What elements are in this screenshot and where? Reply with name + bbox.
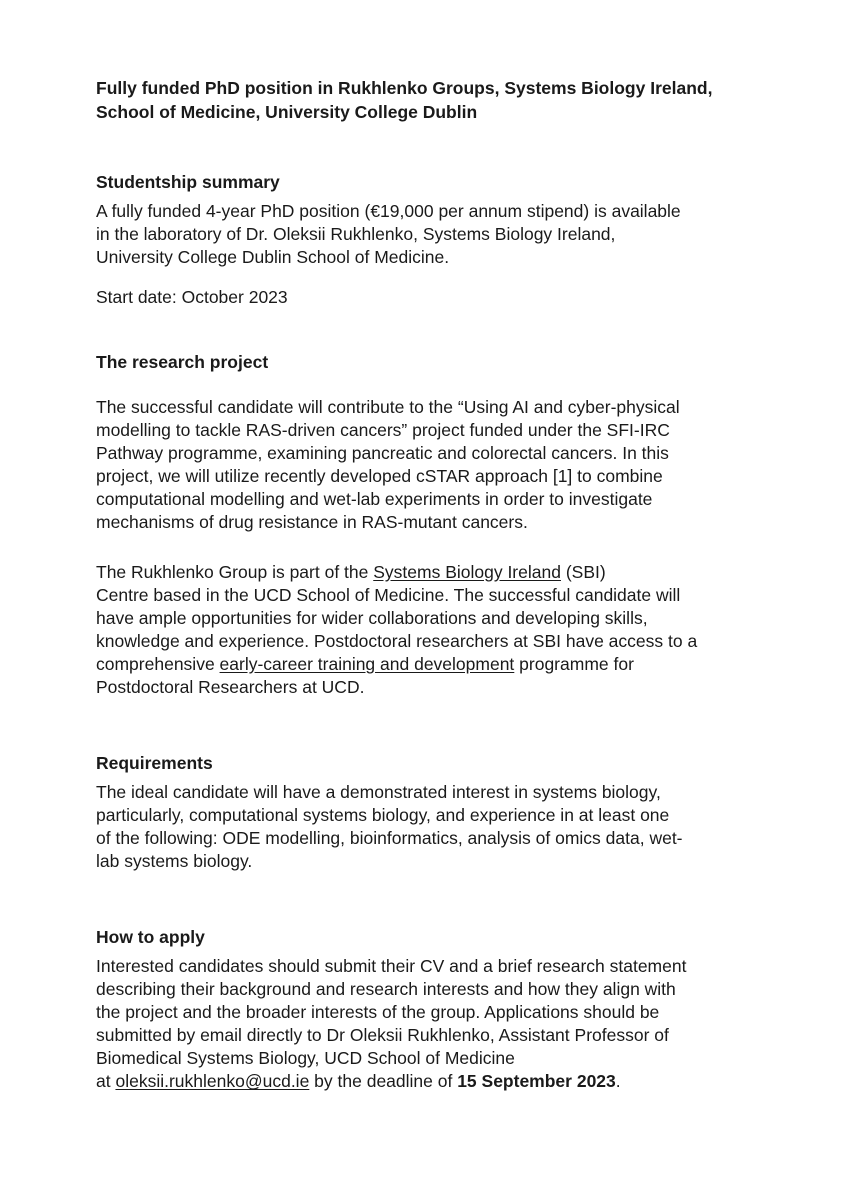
requirements-line-2: particularly, computational systems biology, and experience in at least one xyxy=(96,805,670,825)
research-line-4: project, we will utilize recently developed cSTAR approach [1] to combine xyxy=(96,466,663,486)
requirements-line-3: of the following: ODE modelling, bioinformatics, analysis of omics data, wet- xyxy=(96,828,683,848)
apply-section xyxy=(96,925,796,949)
group-line-1: The Rukhlenko Group is part of the Systems Biology Ireland (SBI) xyxy=(96,562,606,582)
research-section xyxy=(96,350,796,374)
requirements-section xyxy=(96,751,796,775)
research-paragraph-1 xyxy=(96,396,796,534)
document-title xyxy=(96,76,796,124)
requirements-text xyxy=(96,781,796,873)
research-line-6: mechanisms of drug resistance in RAS-mutant cancers. xyxy=(96,512,528,532)
requirements-line-4: lab systems biology. xyxy=(96,851,253,871)
research-paragraph-2 xyxy=(96,561,796,699)
deadline-date: 15 September 2023 xyxy=(457,1071,616,1091)
research-line-2: modelling to tackle RAS-driven cancers” project funded under the SFI-IRC xyxy=(96,420,670,440)
requirements-heading: Requirements xyxy=(96,753,213,773)
apply-line-3: the project and the broader interests of the group. Applications should be xyxy=(96,1002,660,1022)
apply-line-4: submitted by email directly to Dr Oleksii Rukhlenko, Assistant Professor of xyxy=(96,1025,669,1045)
group-line-5: comprehensive early-career training and development programme for xyxy=(96,654,634,674)
group-line-3: have ample opportunities for wider collaborations and developing skills, xyxy=(96,608,648,628)
start-date xyxy=(96,286,796,309)
apply-line-2: describing their background and research interests and how they align with xyxy=(96,979,676,999)
summary-text xyxy=(96,200,796,269)
summary-line-3: University College Dublin School of Medicine. xyxy=(96,247,450,267)
apply-text xyxy=(96,955,796,1093)
apply-line-6: at oleksii.rukhlenko@ucd.ie by the deadline of 15 September 2023. xyxy=(96,1071,621,1091)
email-link[interactable]: oleksii.rukhlenko@ucd.ie xyxy=(115,1071,310,1091)
apply-line-1: Interested candidates should submit their CV and a brief research statement xyxy=(96,956,687,976)
research-line-3: Pathway programme, examining pancreatic and colorectal cancers. In this xyxy=(96,443,669,463)
summary-section xyxy=(96,170,796,194)
research-line-5: computational modelling and wet-lab experiments in order to investigate xyxy=(96,489,653,509)
summary-line-2: in the laboratory of Dr. Oleksii Rukhlenko, Systems Biology Ireland, xyxy=(96,224,616,244)
research-heading: The research project xyxy=(96,352,269,372)
title-line-1: Fully funded PhD position in Rukhlenko Groups, Systems Biology Ireland, xyxy=(96,78,713,98)
start-date-text: Start date: October 2023 xyxy=(96,287,288,307)
sbi-link[interactable]: Systems Biology Ireland xyxy=(373,562,561,582)
summary-line-1: A fully funded 4-year PhD position (€19,000 per annum stipend) is available xyxy=(96,201,681,221)
apply-heading: How to apply xyxy=(96,927,205,947)
summary-heading: Studentship summary xyxy=(96,172,280,192)
training-link[interactable]: early-career training and development xyxy=(219,654,515,674)
apply-line-5: Biomedical Systems Biology, UCD School of Medicine xyxy=(96,1048,515,1068)
requirements-line-1: The ideal candidate will have a demonstrated interest in systems biology, xyxy=(96,782,661,802)
group-line-6: Postdoctoral Researchers at UCD. xyxy=(96,677,365,697)
group-line-2: Centre based in the UCD School of Medicine. The successful candidate will xyxy=(96,585,681,605)
group-line-4: knowledge and experience. Postdoctoral researchers at SBI have access to a xyxy=(96,631,698,651)
research-line-1: The successful candidate will contribute to the “Using AI and cyber-physical xyxy=(96,397,680,417)
title-line-2: School of Medicine, University College Dublin xyxy=(96,102,478,122)
